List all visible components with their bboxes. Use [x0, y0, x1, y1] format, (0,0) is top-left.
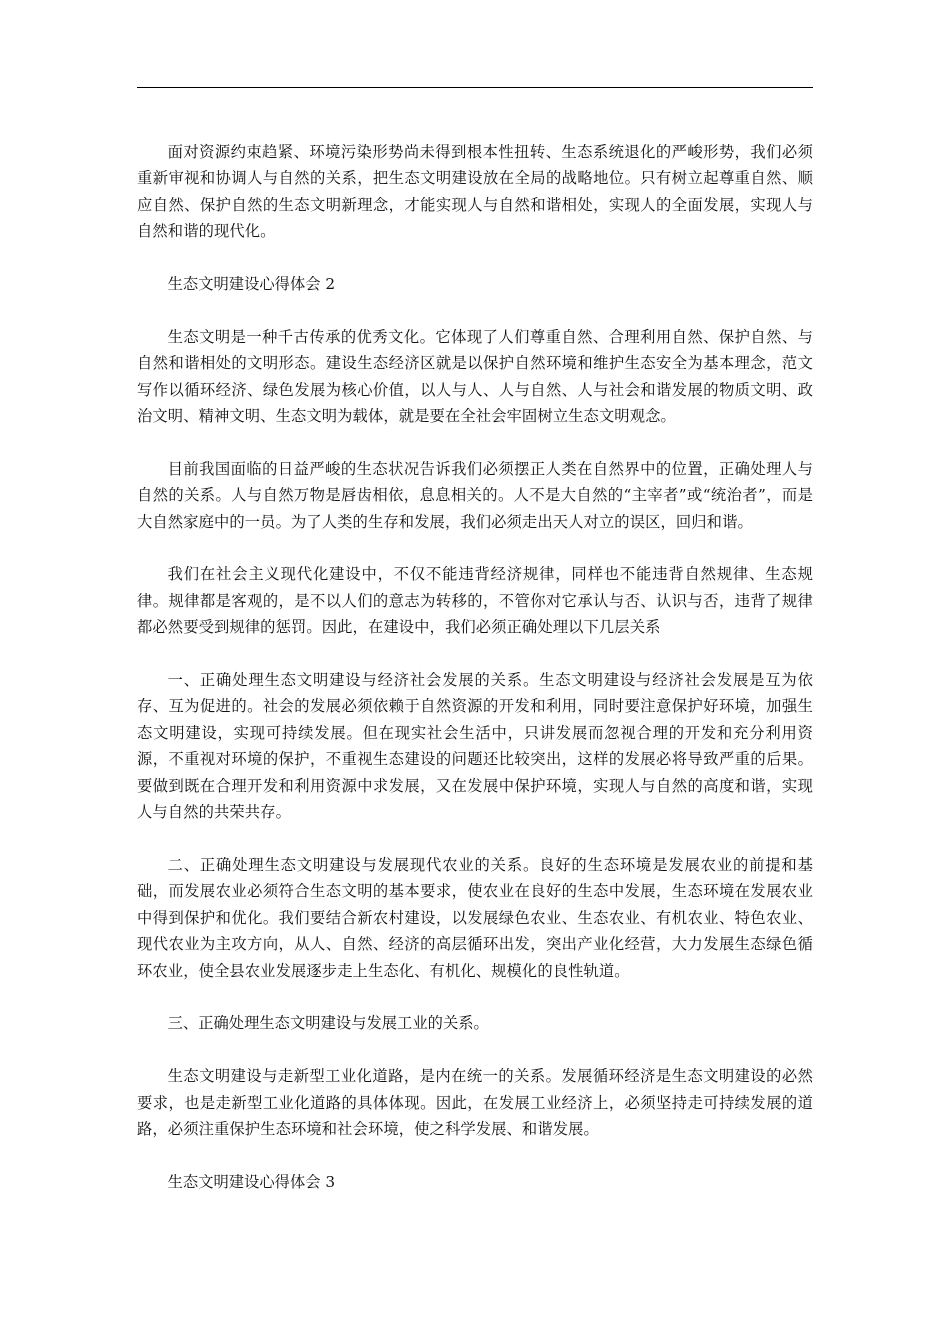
paragraph-point-two: 二、正确处理生态文明建设与发展现代农业的关系。良好的生态环境是发展农业的前提和基础，而发展农业必须符合生态文明的基本要求，使农业在良好的生态中发展，生态环境在发展农业中得到保护和优化。我们要结合新农村建设，以发展绿色农业、生态农业、有机农业、特色农业、现代农业为主攻方向，从人、自然、经济的高层循环出发，突出产业化经营，大力发展生态绿色循环农业，使全县农业发展逐步走上生态化、有机化、规模化的良性轨道。: [137, 855, 813, 980]
header-rule: [137, 87, 813, 88]
paragraph-intro: 面对资源约束趋紧、环境污染形势尚未得到根本性扭转、生态系统退化的严峻形势，我们必须重新审视和协调人与自然的关系，把生态文明建设放在全局的战略地位。只有树立起尊重自然、顺应自然、保护自然的生态文明新理念，才能实现人与自然和谐相处，实现人的全面发展，实现人与自然和谐的现代化。: [137, 143, 813, 241]
document-body: [137, 139, 813, 1222]
paragraph-point-one: 一、正确处理生态文明建设与经济社会发展的关系。生态文明建设与经济社会发展是互为依存、互为促进的。社会的发展必须依赖于自然资源的开发和利用，同时要注意保护好环境，加强生态文明建设，实现可持续发展。但在现实社会生活中，只讲发展而忽视合理的开发和充分利用资源，不重视对环境的保护，不重视生态建设的问题还比较突出，这样的发展必将导致严重的后果。要做到既在合理开发和利用资源中求发展，又在发展中保护环境，实现人与自然的高度和谐，实现人与自然的共荣共存。: [137, 671, 813, 822]
paragraph-laws: 我们在社会主义现代化建设中，不仅不能违背经济规律，同样也不能违背自然规律、生态规律。规律都是客观的，是不以人们的意志为转移的，不管你对它承认与否、认识与否，违背了规律都必然要受到规律的惩罚。因此，在建设中，我们必须正确处理以下几层关系: [137, 565, 813, 637]
paragraph-industry: 生态文明建设与走新型工业化道路，是内在统一的关系。发展循环经济是生态文明建设的必然要求，也是走新型工业化道路的具体体现。因此，在发展工业经济上，必须坚持走可持续发展的道路，必须注重保护生态环境和社会环境，使之科学发展、和谐发展。: [137, 1067, 813, 1138]
section-heading-2: 生态文明建设心得体会 2: [167, 275, 336, 294]
paragraph-current-situation: 目前我国面临的日益严峻的生态状况告诉我们必须摆正人类在自然界中的位置，正确处理人与自然的关系。人与自然万物是唇齿相依，息息相关的。人不是大自然的“主宰者”或“统治者”，而是大自然家庭中的一员。为了人类的生存和发展，我们必须走出天人对立的误区，回归和谐。: [137, 459, 813, 531]
section-heading-3: 生态文明建设心得体会 3: [167, 1172, 336, 1191]
paragraph-ecological-civilization: 生态文明是一种千古传承的优秀文化。它体现了人们尊重自然、合理利用自然、保护自然、与自然和谐相处的文明形态。建设生态经济区就是以保护自然环境和维护生态安全为基本理念，范文写作以循环经济、绿色发展为核心价值，以人与人、人与自然、人与社会和谐发展的物质文明、政治文明、精神文明、生态文明为载体，就是要在全社会牢固树立生态文明观念。: [137, 327, 813, 426]
section-heading-point-three: 三、正确处理生态文明建设与发展工业的关系。: [167, 1014, 489, 1033]
